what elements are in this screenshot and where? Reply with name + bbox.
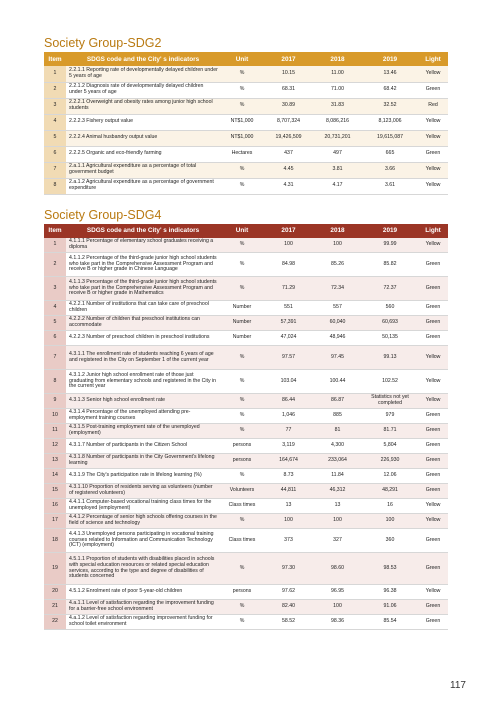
row-unit: Volunteers xyxy=(220,484,264,499)
row-indicator: 2.2.2.3 Fishery output value xyxy=(66,114,220,130)
col-2017-header: 2017 xyxy=(264,52,313,66)
row-unit: % xyxy=(220,615,264,630)
row-light: Yellow xyxy=(418,162,448,178)
table-row xyxy=(44,585,448,600)
row-value-2018: 46,312 xyxy=(313,484,362,499)
row-light: Green xyxy=(418,424,448,439)
table-row xyxy=(44,253,448,277)
row-item-number: 3 xyxy=(44,98,66,114)
row-value-2018: 11.84 xyxy=(313,469,362,484)
row-indicator: 4.3.1.7 Number of participants in the Citizen School xyxy=(66,439,220,454)
row-value-2019: 91.06 xyxy=(362,600,418,615)
row-value-2017: 97.62 xyxy=(264,585,313,600)
row-unit: NT$1,000 xyxy=(220,130,264,146)
row-unit: Hectares xyxy=(220,146,264,162)
row-light: Green xyxy=(418,553,448,585)
row-unit: persons xyxy=(220,454,264,469)
row-unit: % xyxy=(220,178,264,194)
row-indicator: 4.3.1.5 Post-training employment rate of the unemployed (employment) xyxy=(66,424,220,439)
row-indicator: 2.2.1.1 Reporting rate of developmentally delayed children under 5 years of age xyxy=(66,66,220,82)
table-row xyxy=(44,178,448,194)
col-unit-header: Unit xyxy=(220,224,264,238)
sdg2-header-row xyxy=(44,52,448,66)
row-indicator: 2.a.1.2 Agricultural expenditure as a percentage of government expenditure xyxy=(66,178,220,194)
row-light: Yellow xyxy=(418,130,448,146)
row-item-number: 8 xyxy=(44,178,66,194)
row-light: Green xyxy=(418,301,448,316)
sdg4-section-title: Society Group-SDG4 xyxy=(44,207,162,222)
row-value-2019: 99.13 xyxy=(362,346,418,370)
table-row xyxy=(44,553,448,585)
row-unit: Number xyxy=(220,331,264,346)
row-unit: % xyxy=(220,553,264,585)
row-value-2019: 16 xyxy=(362,499,418,514)
row-value-2017: 57,391 xyxy=(264,316,313,331)
row-value-2018: 233,064 xyxy=(313,454,362,469)
row-value-2018: 60,040 xyxy=(313,316,362,331)
row-value-2018: 8,086,216 xyxy=(313,114,362,130)
row-value-2019: 96.38 xyxy=(362,585,418,600)
row-value-2018: 97.45 xyxy=(313,346,362,370)
sdg4-table xyxy=(44,224,448,631)
row-item-number: 6 xyxy=(44,146,66,162)
row-value-2017: 437 xyxy=(264,146,313,162)
row-unit: % xyxy=(220,469,264,484)
row-light: Red xyxy=(418,98,448,114)
row-unit: % xyxy=(220,346,264,370)
row-item-number: 10 xyxy=(44,409,66,424)
row-light: Yellow xyxy=(418,370,448,394)
table-row xyxy=(44,409,448,424)
table-row xyxy=(44,331,448,346)
table-row xyxy=(44,238,448,253)
row-value-2017: 68.31 xyxy=(264,82,313,98)
row-value-2018: 557 xyxy=(313,301,362,316)
row-value-2019: 979 xyxy=(362,409,418,424)
col-2018-header: 2018 xyxy=(313,52,362,66)
row-value-2019: 5,804 xyxy=(362,439,418,454)
row-value-2017: 373 xyxy=(264,529,313,553)
row-light: Green xyxy=(418,253,448,277)
row-indicator: 4.3.1.8 Number of participants in the City Government's lifelong learning xyxy=(66,454,220,469)
table-row xyxy=(44,301,448,316)
row-indicator: 4.3.1.1 The enrollment rate of students reaching 6 years of age and registered in the City on September 1 of the current year xyxy=(66,346,220,370)
row-value-2019: 3.66 xyxy=(362,162,418,178)
row-value-2019: 60,693 xyxy=(362,316,418,331)
row-indicator: 4.3.1.2 Junior high school enrollment rate of those just graduating from elementary schools and registered in the City in the current year xyxy=(66,370,220,394)
row-indicator: 2.2.2.5 Organic and eco-friendly farming xyxy=(66,146,220,162)
row-value-2019: 100 xyxy=(362,514,418,529)
row-indicator: 4.3.1.10 Proportion of residents serving as volunteers (number of registered volunteers) xyxy=(66,484,220,499)
row-value-2017: 71.29 xyxy=(264,277,313,301)
row-unit: Number xyxy=(220,301,264,316)
table-row xyxy=(44,66,448,82)
row-item-number: 9 xyxy=(44,394,66,409)
row-value-2019: 665 xyxy=(362,146,418,162)
table-row xyxy=(44,484,448,499)
row-item-number: 3 xyxy=(44,277,66,301)
row-value-2017: 4.31 xyxy=(264,178,313,194)
row-value-2018: 20,731,201 xyxy=(313,130,362,146)
row-unit: % xyxy=(220,600,264,615)
row-indicator: 2.2.2.1 Overweight and obesity rates among junior high school students xyxy=(66,98,220,114)
col-light-header: Light xyxy=(418,52,448,66)
col-indicator-header: SDGS code and the City' s indicators xyxy=(66,224,220,238)
row-item-number: 6 xyxy=(44,331,66,346)
row-item-number: 5 xyxy=(44,130,66,146)
row-value-2017: 1,046 xyxy=(264,409,313,424)
row-indicator: 4.a.1.1 Level of satisfaction regarding the improvement funding for a barrier-free school environment xyxy=(66,600,220,615)
row-indicator: 2.a.1.1 Agricultural expenditure as a percentage of total government budget xyxy=(66,162,220,178)
row-value-2017: 8.73 xyxy=(264,469,313,484)
row-value-2019: 13.46 xyxy=(362,66,418,82)
row-value-2018: 4,300 xyxy=(313,439,362,454)
row-light: Green xyxy=(418,439,448,454)
row-value-2019: 99.99 xyxy=(362,238,418,253)
row-value-2017: 13 xyxy=(264,499,313,514)
row-value-2017: 58.52 xyxy=(264,615,313,630)
table-row xyxy=(44,114,448,130)
table-row xyxy=(44,82,448,98)
row-light: Green xyxy=(418,454,448,469)
row-item-number: 5 xyxy=(44,316,66,331)
row-value-2019: 12.06 xyxy=(362,469,418,484)
row-value-2018: 497 xyxy=(313,146,362,162)
row-light: Yellow xyxy=(418,585,448,600)
row-value-2017: 77 xyxy=(264,424,313,439)
table-row xyxy=(44,469,448,484)
row-value-2017: 103.04 xyxy=(264,370,313,394)
row-value-2019: Statistics not yet completed xyxy=(362,394,418,409)
row-indicator: 4.4.1.1 Computer-based vocational training class times for the unemployed (employment) xyxy=(66,499,220,514)
row-item-number: 16 xyxy=(44,499,66,514)
row-value-2017: 44,811 xyxy=(264,484,313,499)
row-value-2018: 100 xyxy=(313,600,362,615)
row-value-2017: 82.40 xyxy=(264,600,313,615)
row-value-2018: 85.26 xyxy=(313,253,362,277)
row-indicator: 4.3.1.4 Percentage of the unemployed attending pre-employment training courses xyxy=(66,409,220,424)
row-item-number: 4 xyxy=(44,301,66,316)
row-unit: % xyxy=(220,424,264,439)
row-unit: % xyxy=(220,238,264,253)
row-value-2018: 86.87 xyxy=(313,394,362,409)
row-value-2019: 32.52 xyxy=(362,98,418,114)
row-value-2019: 98.53 xyxy=(362,553,418,585)
sdg2-table xyxy=(44,52,448,195)
row-value-2018: 13 xyxy=(313,499,362,514)
row-item-number: 11 xyxy=(44,424,66,439)
row-value-2017: 84.98 xyxy=(264,253,313,277)
page-number: 117 xyxy=(450,680,466,691)
row-value-2017: 100 xyxy=(264,514,313,529)
row-value-2017: 97.57 xyxy=(264,346,313,370)
row-light: Green xyxy=(418,146,448,162)
table-row xyxy=(44,162,448,178)
row-value-2017: 551 xyxy=(264,301,313,316)
row-indicator: 4.2.2.1 Number of institutions that can take care of preschool children xyxy=(66,301,220,316)
row-value-2018: 81 xyxy=(313,424,362,439)
table-row xyxy=(44,146,448,162)
row-value-2019: 72.37 xyxy=(362,277,418,301)
row-light: Yellow xyxy=(418,346,448,370)
row-item-number: 12 xyxy=(44,439,66,454)
row-value-2017: 30.89 xyxy=(264,98,313,114)
row-value-2019: 8,123,006 xyxy=(362,114,418,130)
row-indicator: 4.3.1.3 Senior high school enrollment rate xyxy=(66,394,220,409)
row-indicator: 4.4.1.3 Unemployed persons participating in vocational training courses related to Information and Communication Technology (ICT) (employment) xyxy=(66,529,220,553)
row-value-2017: 19,426,509 xyxy=(264,130,313,146)
row-unit: % xyxy=(220,514,264,529)
row-value-2018: 885 xyxy=(313,409,362,424)
row-item-number: 19 xyxy=(44,553,66,585)
table-row xyxy=(44,529,448,553)
row-value-2017: 97.30 xyxy=(264,553,313,585)
row-item-number: 1 xyxy=(44,238,66,253)
row-value-2019: 85.54 xyxy=(362,615,418,630)
row-value-2019: 3.61 xyxy=(362,178,418,194)
row-value-2019: 48,291 xyxy=(362,484,418,499)
row-item-number: 15 xyxy=(44,484,66,499)
row-value-2018: 96.95 xyxy=(313,585,362,600)
row-value-2019: 102.52 xyxy=(362,370,418,394)
table-row xyxy=(44,499,448,514)
row-item-number: 1 xyxy=(44,66,66,82)
row-item-number: 13 xyxy=(44,454,66,469)
row-unit: persons xyxy=(220,439,264,454)
row-value-2019: 226,930 xyxy=(362,454,418,469)
row-indicator: 4.2.2.2 Number of children that preschool institutions can accommodate xyxy=(66,316,220,331)
col-item-header: Item xyxy=(44,52,66,66)
row-item-number: 21 xyxy=(44,600,66,615)
table-row xyxy=(44,130,448,146)
row-item-number: 2 xyxy=(44,82,66,98)
row-indicator: 4.a.1.2 Level of satisfaction regarding improvement funding for school toilet environment xyxy=(66,615,220,630)
row-value-2019: 85.82 xyxy=(362,253,418,277)
row-value-2019: 560 xyxy=(362,301,418,316)
row-item-number: 20 xyxy=(44,585,66,600)
row-value-2018: 11.00 xyxy=(313,66,362,82)
row-value-2017: 47,024 xyxy=(264,331,313,346)
row-unit: % xyxy=(220,253,264,277)
row-light: Yellow xyxy=(418,514,448,529)
row-light: Yellow xyxy=(418,499,448,514)
row-value-2018: 3.81 xyxy=(313,162,362,178)
row-value-2018: 4.17 xyxy=(313,178,362,194)
row-value-2017: 86.44 xyxy=(264,394,313,409)
row-value-2017: 8,707,324 xyxy=(264,114,313,130)
table-row xyxy=(44,98,448,114)
row-value-2018: 71.00 xyxy=(313,82,362,98)
col-item-header: Item xyxy=(44,224,66,238)
sdg2-section-title: Society Group-SDG2 xyxy=(44,36,162,50)
row-item-number: 7 xyxy=(44,162,66,178)
row-value-2017: 3,119 xyxy=(264,439,313,454)
row-value-2018: 31.83 xyxy=(313,98,362,114)
row-value-2019: 19,615,087 xyxy=(362,130,418,146)
row-unit: persons xyxy=(220,585,264,600)
row-light: Green xyxy=(418,331,448,346)
row-indicator: 2.2.2.4 Animal husbandry output value xyxy=(66,130,220,146)
col-light-header: Light xyxy=(418,224,448,238)
row-light: Green xyxy=(418,600,448,615)
table-row xyxy=(44,346,448,370)
col-2017-header: 2017 xyxy=(264,224,313,238)
row-value-2018: 100.44 xyxy=(313,370,362,394)
row-unit: Number xyxy=(220,316,264,331)
row-value-2018: 48,946 xyxy=(313,331,362,346)
row-value-2019: 50,135 xyxy=(362,331,418,346)
table-row xyxy=(44,424,448,439)
row-item-number: 18 xyxy=(44,529,66,553)
row-unit: % xyxy=(220,370,264,394)
row-item-number: 8 xyxy=(44,370,66,394)
row-value-2019: 81.71 xyxy=(362,424,418,439)
table-row xyxy=(44,514,448,529)
row-unit: % xyxy=(220,394,264,409)
row-indicator: 4.5.1.1 Proportion of students with disabilities placed in schools with special education resources or related special education services, according to the type and degree of disabilities of students concerned xyxy=(66,553,220,585)
row-indicator: 4.4.1.2 Percentage of senior high schools offering courses in the field of science and technology xyxy=(66,514,220,529)
row-value-2018: 100 xyxy=(313,514,362,529)
row-value-2018: 100 xyxy=(313,238,362,253)
table-row xyxy=(44,370,448,394)
row-value-2019: 360 xyxy=(362,529,418,553)
row-light: Yellow xyxy=(418,394,448,409)
row-indicator: 2.2.1.2 Diagnosis rate of developmentally delayed children under 5 years of age xyxy=(66,82,220,98)
table-row xyxy=(44,439,448,454)
col-indicator-header: SDGS code and the City' s indicators xyxy=(66,52,220,66)
row-indicator: 4.1.1.3 Percentage of the third-grade junior high school students who take part in the Comprehensive Assessment Program and receive B or higher grade in Mathematics xyxy=(66,277,220,301)
row-unit: % xyxy=(220,277,264,301)
row-unit: % xyxy=(220,82,264,98)
row-indicator: 4.5.1.2 Enrolment rate of poor 5-year-old children xyxy=(66,585,220,600)
table-row xyxy=(44,454,448,469)
row-value-2017: 100 xyxy=(264,238,313,253)
row-value-2018: 72.34 xyxy=(313,277,362,301)
row-unit: NT$1,000 xyxy=(220,114,264,130)
row-light: Yellow xyxy=(418,238,448,253)
row-item-number: 7 xyxy=(44,346,66,370)
row-item-number: 14 xyxy=(44,469,66,484)
row-item-number: 4 xyxy=(44,114,66,130)
row-light: Green xyxy=(418,409,448,424)
row-indicator: 4.3.1.9 The City's participation rate in lifelong learning (%) xyxy=(66,469,220,484)
row-light: Green xyxy=(418,82,448,98)
table-row xyxy=(44,277,448,301)
col-2019-header: 2019 xyxy=(362,52,418,66)
row-unit: % xyxy=(220,162,264,178)
table-row xyxy=(44,615,448,630)
row-indicator: 4.1.1.2 Percentage of the third-grade junior high school students who take part in the Comprehensive Assessment Program and receive B or higher grade in Chinese Language xyxy=(66,253,220,277)
row-unit: Class times xyxy=(220,499,264,514)
col-unit-header: Unit xyxy=(220,52,264,66)
table-row xyxy=(44,316,448,331)
row-unit: % xyxy=(220,409,264,424)
sdg4-header-row xyxy=(44,224,448,238)
table-row xyxy=(44,600,448,615)
table-row xyxy=(44,394,448,409)
col-2018-header: 2018 xyxy=(313,224,362,238)
row-indicator: 4.2.2.3 Number of preschool children in preschool institutions xyxy=(66,331,220,346)
row-unit: Class times xyxy=(220,529,264,553)
row-light: Green xyxy=(418,316,448,331)
sdg4-table-body xyxy=(44,238,448,630)
row-item-number: 2 xyxy=(44,253,66,277)
sdg2-table-body xyxy=(44,66,448,194)
row-value-2017: 4.45 xyxy=(264,162,313,178)
row-light: Green xyxy=(418,484,448,499)
row-value-2018: 98.36 xyxy=(313,615,362,630)
row-indicator: 4.1.1.1 Percentage of elementary school graduates receiving a diploma xyxy=(66,238,220,253)
row-light: Green xyxy=(418,277,448,301)
page-content xyxy=(44,34,448,630)
row-light: Yellow xyxy=(418,114,448,130)
row-light: Green xyxy=(418,615,448,630)
row-value-2017: 10.15 xyxy=(264,66,313,82)
row-value-2018: 98.60 xyxy=(313,553,362,585)
row-value-2018: 327 xyxy=(313,529,362,553)
row-item-number: 17 xyxy=(44,514,66,529)
col-2019-header: 2019 xyxy=(362,224,418,238)
row-value-2017: 164,674 xyxy=(264,454,313,469)
row-light: Green xyxy=(418,529,448,553)
row-light: Green xyxy=(418,469,448,484)
row-light: Yellow xyxy=(418,66,448,82)
row-light: Yellow xyxy=(418,178,448,194)
row-value-2019: 68.42 xyxy=(362,82,418,98)
row-unit: % xyxy=(220,98,264,114)
row-unit: % xyxy=(220,66,264,82)
row-item-number: 22 xyxy=(44,615,66,630)
